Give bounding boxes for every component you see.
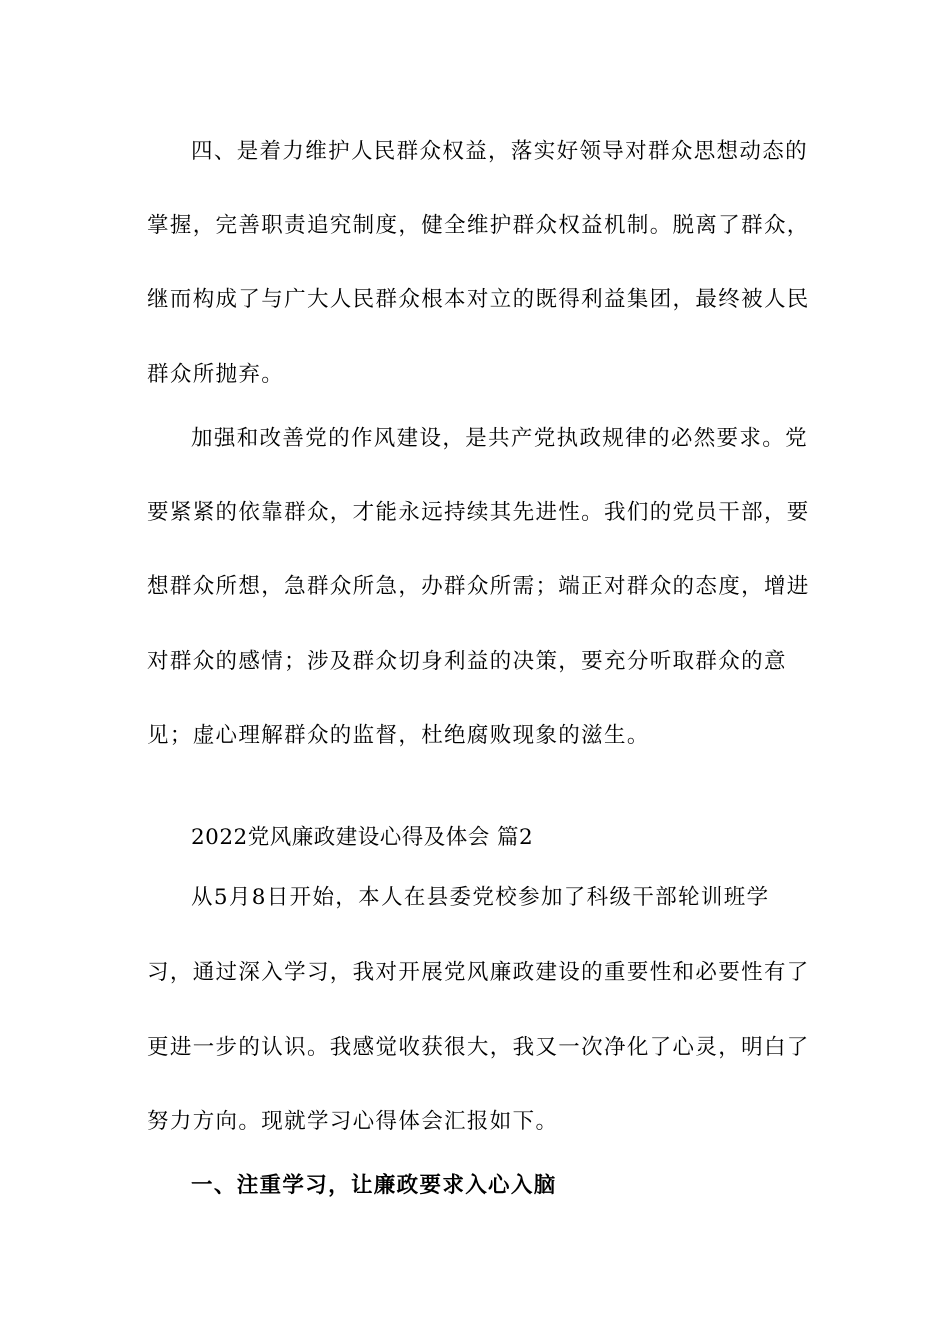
paragraph-2-line-3: 想群众所想，急群众所急，办群众所需；端正对群众的态度，增进	[147, 574, 810, 599]
paragraph-2-line-1: 加强和改善党的作风建设，是共产党执政规律的必然要求。党	[191, 426, 808, 451]
paragraph-2-line-5: 见；虚心理解群众的监督，杜绝腐败现象的滋生。	[147, 723, 650, 748]
paragraph-3-line-2: 习，通过深入学习，我对开展党风廉政建设的重要性和必要性有了	[147, 960, 810, 985]
paragraph-2-line-4: 对群众的感情；涉及群众切身利益的决策，要充分听取群众的意	[147, 649, 787, 674]
paragraph-3-line-3: 更进一步的认识。我感觉收获很大，我又一次净化了心灵，明白了	[147, 1035, 810, 1060]
section-title: 2022党风廉政建设心得及体会 篇2	[191, 825, 534, 850]
subheading: 一、注重学习，让廉政要求入心入脑	[191, 1173, 557, 1198]
paragraph-1-line-4: 群众所抛弃。	[147, 362, 285, 387]
paragraph-1-line-1: 四、是着力维护人民群众权益，落实好领导对群众思想动态的	[191, 139, 808, 164]
paragraph-3-line-4: 努力方向。现就学习心得体会汇报如下。	[147, 1109, 559, 1134]
paragraph-1-line-3: 继而构成了与广大人民群众根本对立的既得利益集团，最终被人民	[147, 287, 810, 312]
paragraph-3-line-1: 从5月8日开始，本人在县委党校参加了科级干部轮训班学	[191, 885, 770, 910]
paragraph-1-line-2: 掌握，完善职责追究制度，健全维护群众权益机制。脱离了群众，	[147, 213, 810, 238]
paragraph-2-line-2: 要紧紧的依靠群众，才能永远持续其先进性。我们的党员干部，要	[147, 500, 810, 525]
